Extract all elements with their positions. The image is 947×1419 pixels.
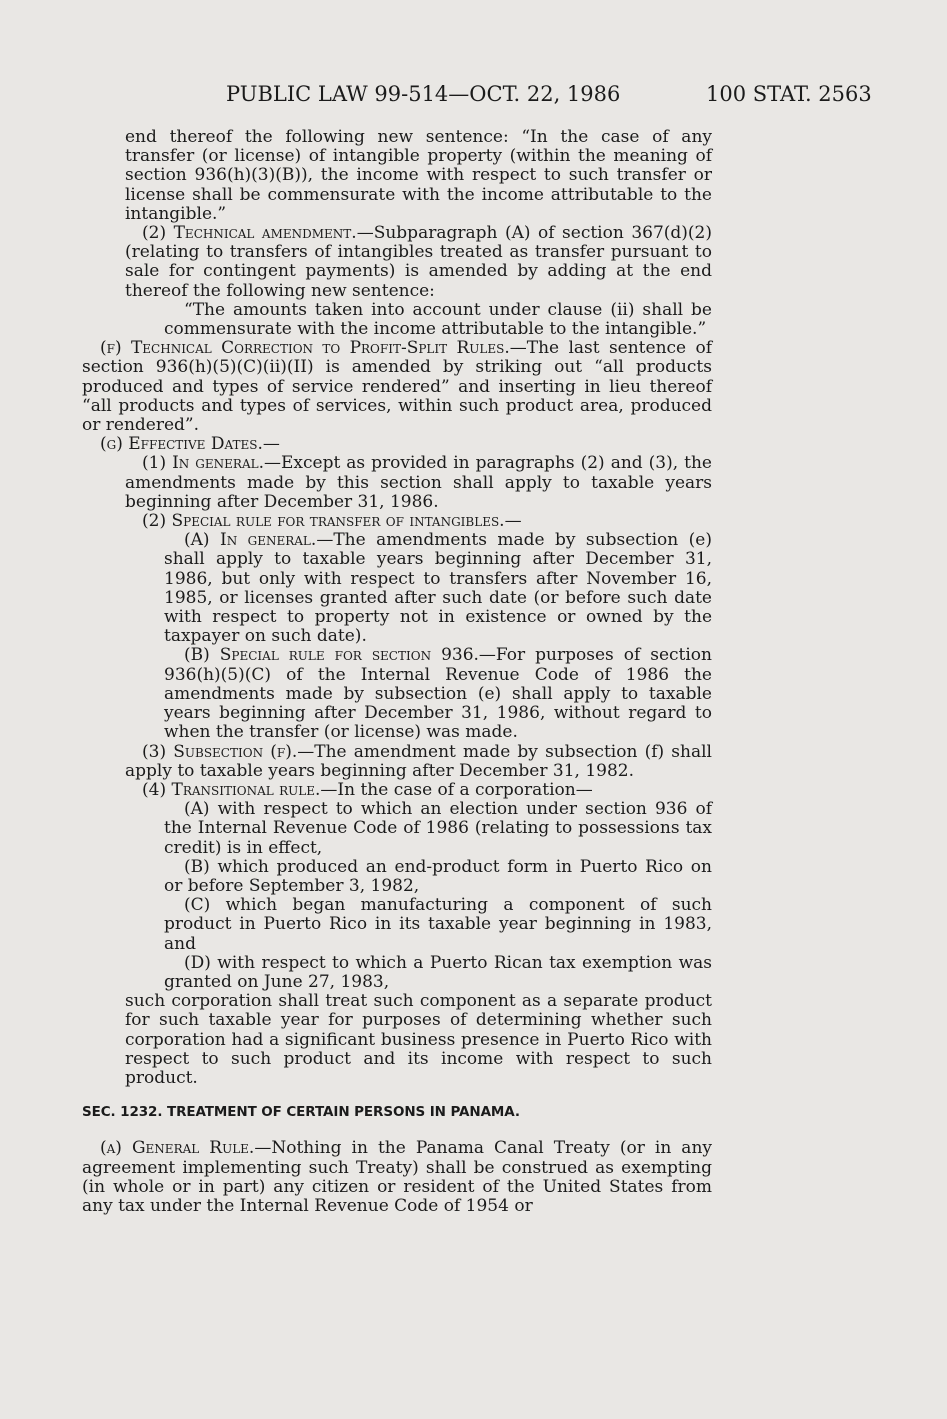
document-body bbox=[82, 128, 712, 1216]
section-heading: SEC. 1232. TREATMENT OF CERTAIN PERSONS IN PANAMA. bbox=[82, 1104, 520, 1121]
paragraph-technical-amendment: (2) Technical amendment.—Subparagraph (A) of section 367(d)(2) (relating to transfers of intangibles treated as transfer pursuant to sale for contingent payments) is amended by adding at the end thereof the following new sentence: bbox=[125, 223, 712, 301]
subsection-a: (a) General Rule.—Nothing in the Panama Canal Treaty (or in any agreement implementing such Treaty) shall be construed as exempting (in whole or in part) any citizen or resident of the United States from any tax under the Internal Revenue Code of 1954 or bbox=[82, 1138, 712, 1216]
subsection-label: (a) General Rule. bbox=[100, 1138, 255, 1159]
subsection-g-heading: (g) Effective Dates.— bbox=[100, 434, 280, 455]
statute-citation: 100 STAT. 2563 bbox=[706, 82, 872, 106]
running-title: PUBLIC LAW 99-514—OCT. 22, 1986 bbox=[226, 82, 621, 106]
quoted-sentence: “The amounts taken into account under clause (ii) shall be commensurate with the income attributable to the intangible.” bbox=[164, 299, 712, 340]
subparagraph-g4b: (B) which produced an end-product form in Puerto Rico on or before September 3, 1982, bbox=[164, 856, 712, 896]
subsection-f: (f) Technical Correction to Profit-Split Rules.—The last sentence of section 936(h)(5)(C)(ii)(II) is amended by striking out “all products produced and types of service rendered” and inserting in lieu thereof “all products and types of services, within such product area, produced or rendered”. bbox=[82, 338, 712, 436]
paragraph-g2-heading: (2) Special rule for transfer of intangibles.— bbox=[142, 511, 522, 532]
paragraph-label: (1) In general. bbox=[142, 453, 264, 474]
paragraph-label: (3) Subsection (f). bbox=[142, 741, 298, 762]
paragraph-g4-tail: such corporation shall treat such component as a separate product for such taxable year for purposes of determining whether such corporation had a significant business presence in Puerto Rico with respect to such product and its income with respect to such product. bbox=[125, 991, 712, 1088]
paragraph-continuation: end thereof the following new sentence: “In the case of any transfer (or license) of intangible property (within the meaning of section 936(h)(3)(B)), the income with respect to such transfer or license shall be commensurate with the income attributable to the intangible.” bbox=[125, 127, 712, 224]
subparagraph-g4c: (C) which began manufacturing a component of such product in Puerto Rico in its taxable year beginning in 1983, and bbox=[164, 895, 712, 954]
subsection-label: (f) Technical Correction to Profit-Split Rules. bbox=[100, 338, 510, 359]
page-header bbox=[0, 82, 947, 112]
paragraph-label: (4) Transitional rule. bbox=[142, 779, 321, 800]
subparagraph-label: (A) In general. bbox=[184, 530, 317, 551]
paragraph-label: (2) Technical amendment. bbox=[142, 223, 357, 244]
subparagraph-g4a: (A) with respect to which an election under section 936 of the Internal Revenue Code of 1986 (relating to possessions tax credit) is in effect, bbox=[164, 799, 712, 858]
subparagraph-g2a: (A) In general.—The amendments made by subsection (e) shall apply to taxable years beginning after December 31, 1986, but only with respect to transfers after November 16, 1985, or licenses granted after such date (or before such date with respect to property not in existence or owned by the taxpayer on such date). bbox=[164, 530, 712, 647]
subparagraph-label: (B) Special rule for section 936. bbox=[184, 645, 479, 666]
paragraph-g4: (4) Transitional rule.—In the case of a corporation— bbox=[142, 779, 593, 800]
subparagraph-g4d: (D) with respect to which a Puerto Rican tax exemption was granted on June 27, 1983, bbox=[164, 952, 712, 992]
paragraph-g3: (3) Subsection (f).—The amendment made by subsection (f) shall apply to taxable years beginning after December 31, 1982. bbox=[125, 741, 712, 781]
subparagraph-g2b: (B) Special rule for section 936.—For purposes of section 936(h)(5)(C) of the Internal Revenue Code of 1986 the amendments made by subsection (e) shall apply to taxable years beginning after December 31, 1986, without regard to when the transfer (or license) was made. bbox=[164, 645, 712, 743]
paragraph-g1: (1) In general.—Except as provided in paragraphs (2) and (3), the amendments made by this section shall apply to taxable years beginning after December 31, 1986. bbox=[125, 453, 712, 512]
